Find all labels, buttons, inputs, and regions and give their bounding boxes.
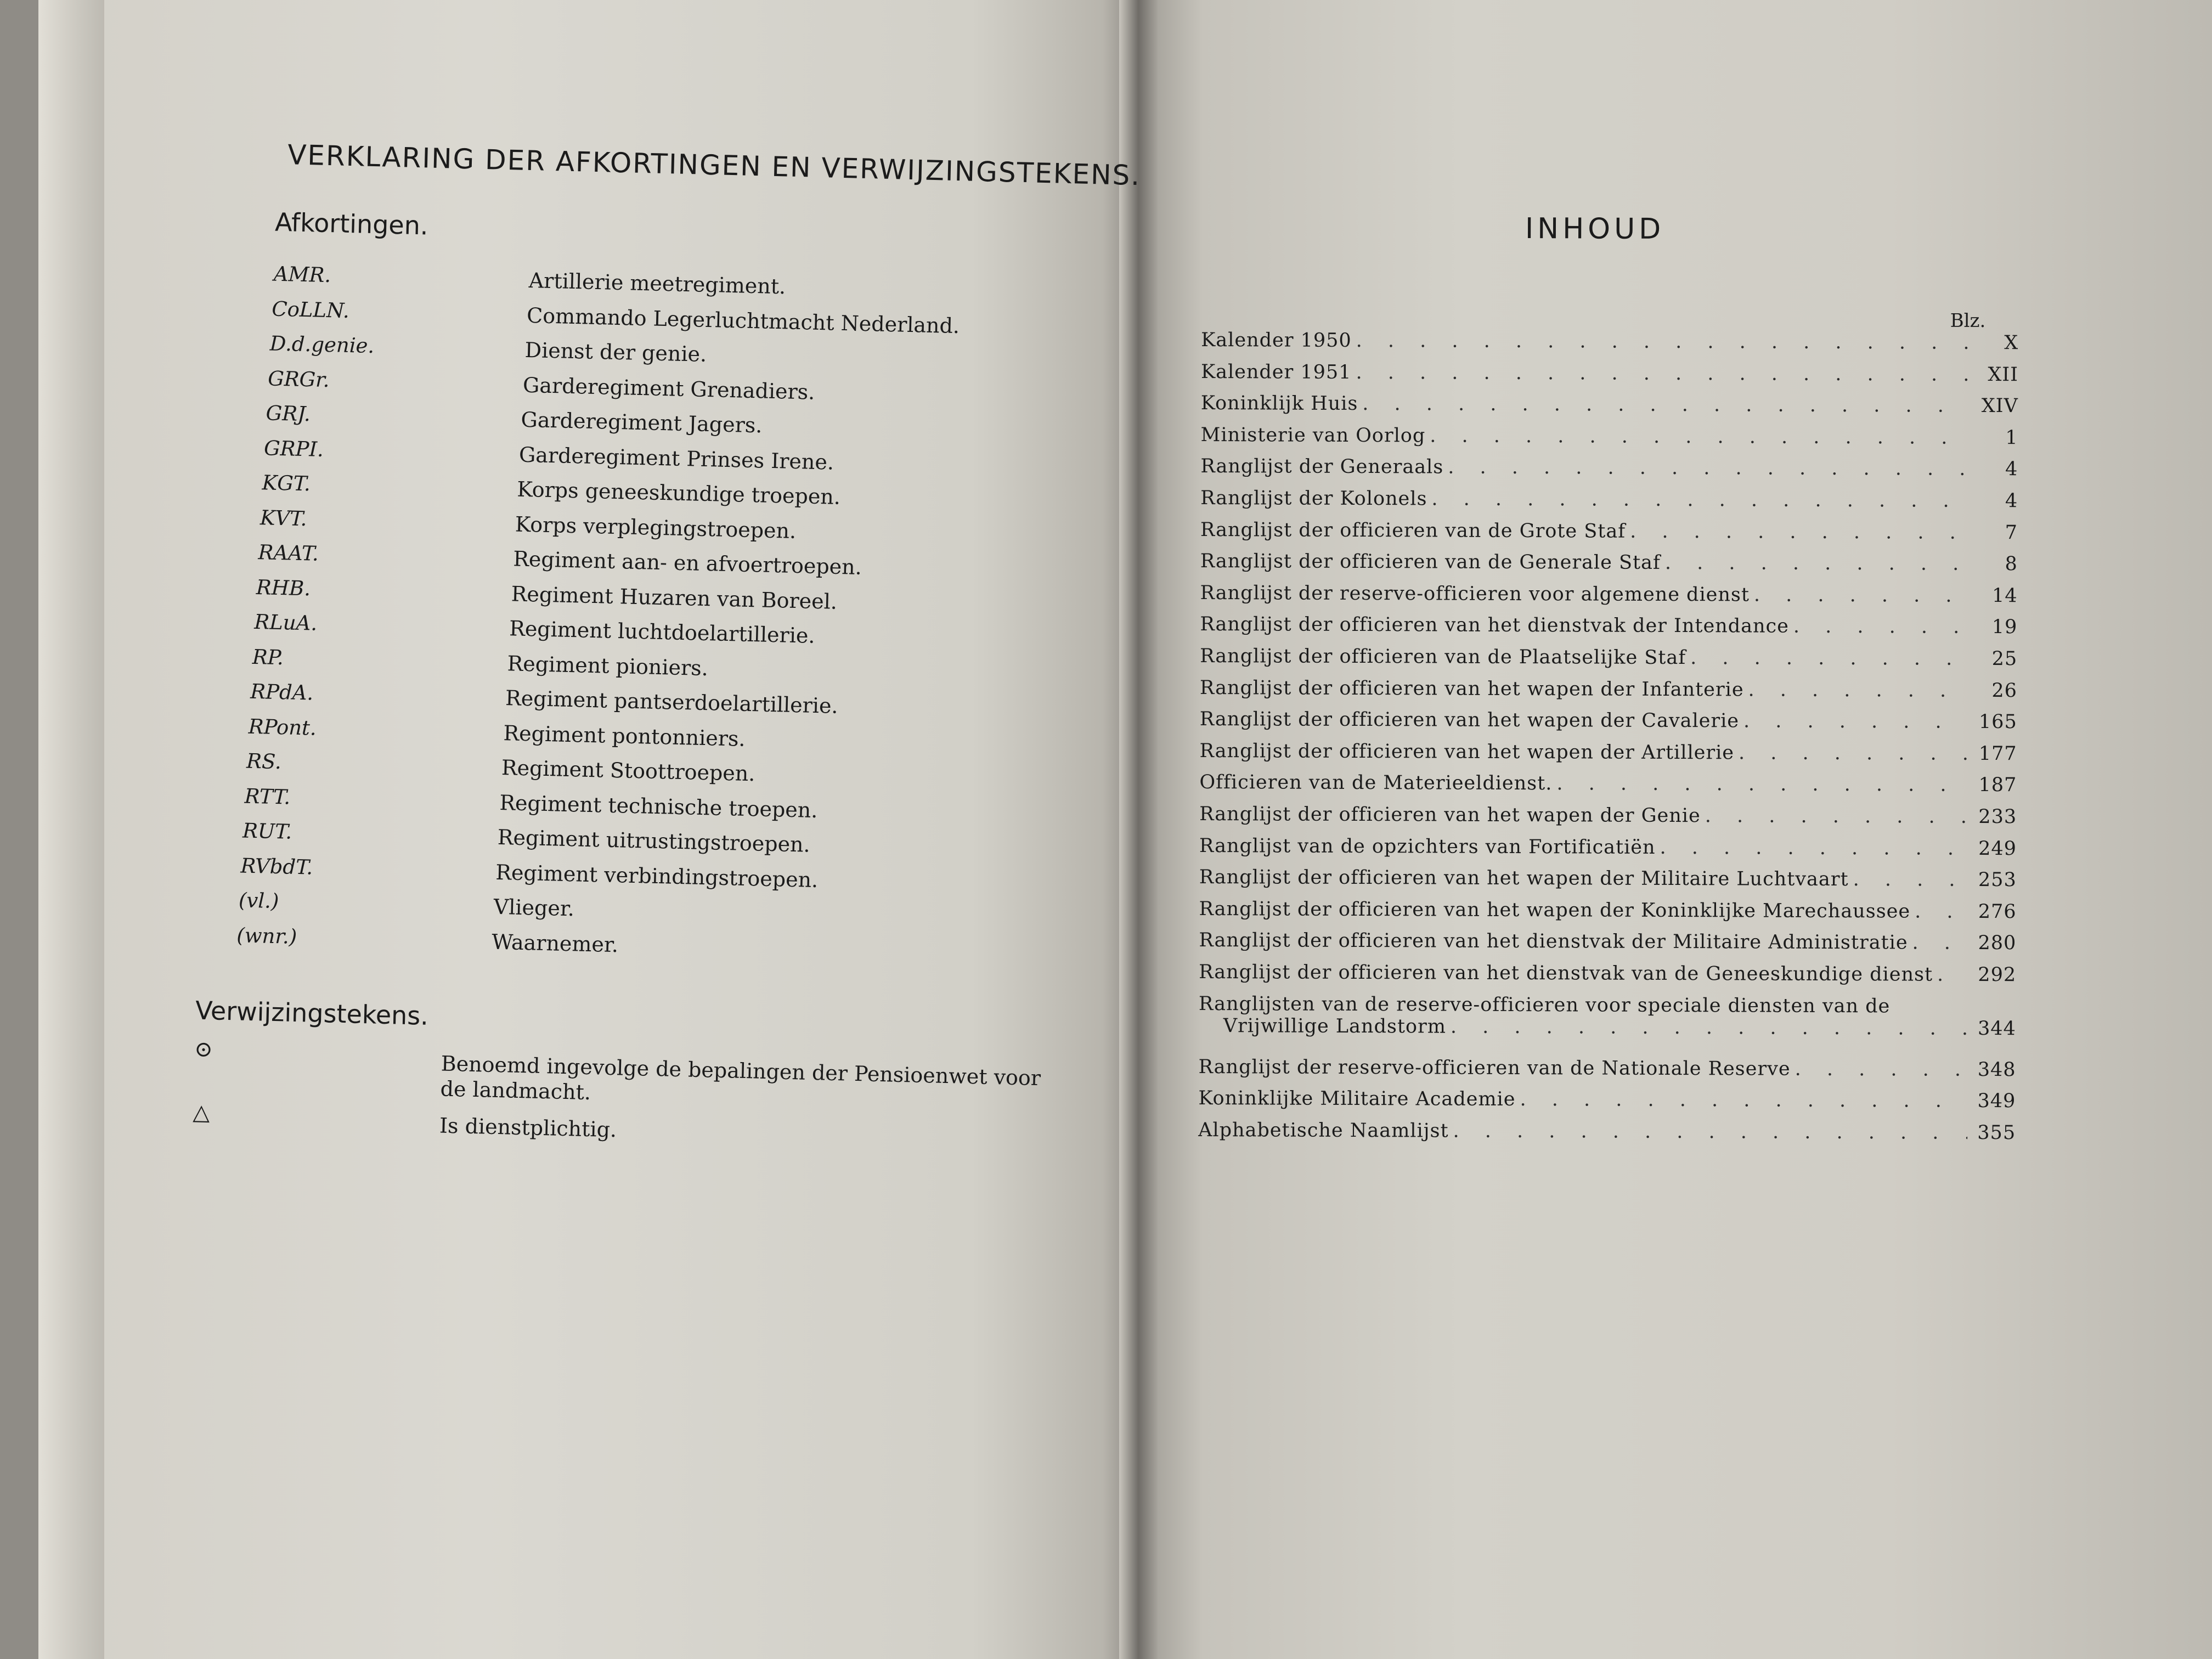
dot-leader	[1430, 425, 1970, 448]
toc-entry	[1200, 677, 2017, 710]
abbreviation-meaning: Garderegiment Grenadiers.	[522, 373, 815, 404]
toc-entry-title: Ranglijst der Kolonels	[1200, 487, 1427, 510]
toc-entry-page: 280	[1978, 932, 2017, 955]
references-heading: Verwijzingstekens.	[195, 995, 429, 1031]
toc-entry-page: 177	[1978, 742, 2017, 765]
toc-entry	[1200, 708, 2017, 742]
toc-entry-title: Ranglijst der officieren van het wapen der Militaire Luchtvaart	[1199, 866, 1849, 891]
toc-entry-title: Ranglijst der officieren van de Plaatselijke Staf	[1200, 645, 1686, 669]
toc-entry-page: X	[2004, 332, 2019, 354]
abbreviation-meaning: Regiment Huzaren van Boreel.	[511, 581, 838, 614]
toc-entry	[1199, 898, 2016, 932]
triangle-icon: △	[192, 1099, 210, 1126]
toc-entry-title: Koninklijk Huis	[1200, 392, 1358, 415]
toc-entry-title: Ranglijst der officieren van het dienstvak van de Geneeskundige dienst	[1199, 961, 1933, 986]
page-title: VERKLARING DER AFKORTINGEN EN VERWIJZINGSTEKENS.	[287, 139, 1141, 192]
abbreviation-meaning: Regiment Stoottroepen.	[501, 755, 755, 786]
abbreviation: RS.	[246, 749, 282, 774]
abbreviations-page	[190, 137, 1141, 1229]
toc-entry-title: Kalender 1950	[1201, 329, 1352, 352]
dot-leader	[1915, 900, 1968, 922]
toc-entry-title: Kalender 1951	[1200, 360, 1352, 383]
toc-entry-title: Koninklijke Militaire Academie	[1198, 1087, 1516, 1111]
abbreviation-meaning: Waarnemer.	[491, 929, 619, 957]
dot-leader	[1795, 1058, 1968, 1081]
toc-entry-page: 4	[2005, 458, 2018, 481]
toc-entry	[1200, 424, 2018, 458]
dot-leader	[1660, 837, 1968, 860]
toc-entry-title: Ranglijst der officieren van het wapen der Infanterie	[1199, 676, 1744, 701]
abbreviation: CoLLN.	[271, 297, 350, 323]
toc-entry-title: Ministerie van Oorlog	[1200, 424, 1426, 447]
abbreviation-meaning: Regiment pontonniers.	[503, 720, 746, 751]
toc-entry-title: Ranglijsten van de reserve-officieren voor speciale diensten van de	[1198, 992, 1891, 1017]
abbreviation: (vl.)	[238, 888, 279, 913]
abbreviation-meaning: Commando Legerluchtmacht Nederland.	[526, 303, 960, 338]
toc-entry-page: 355	[1977, 1121, 2016, 1144]
toc-entry-page: XII	[1988, 363, 2019, 386]
contents-title: INHOUD	[1525, 212, 1665, 246]
abbreviation-meaning: Regiment luchtdoelartillerie.	[509, 616, 816, 648]
dot-leader	[1937, 964, 1968, 986]
toc-entry-title: Officieren van de Materieeldienst.	[1199, 771, 1553, 795]
abbreviation-meaning: Regiment pantserdoelartillerie.	[505, 686, 839, 718]
contents-page	[1198, 211, 2046, 1201]
abbreviation: RPdA.	[250, 679, 314, 705]
page-stack-edge	[38, 0, 104, 1659]
toc-entry-title: Ranglijst der officieren van het dienstvak der Militaire Administratie	[1199, 929, 1908, 954]
dot-leader	[1748, 679, 1970, 701]
toc-entry-page: XIV	[1981, 395, 2018, 417]
dot-leader	[1556, 773, 1968, 797]
abbreviation: KGT.	[262, 471, 311, 496]
toc-entry-page: 25	[1991, 648, 2018, 670]
dot-leader	[1665, 552, 1970, 575]
toc-entry-page: 349	[1977, 1090, 2016, 1113]
toc-entry	[1199, 740, 2017, 774]
toc-entry-page: 292	[1978, 963, 2017, 986]
abbreviation: RP.	[252, 645, 284, 669]
abbreviation: RPont.	[248, 714, 317, 740]
abbreviation-meaning: Regiment pioniers.	[507, 651, 709, 680]
toc-entry-title: Ranglijst der officieren van het wapen der Artillerie	[1199, 740, 1735, 764]
toc-entry-title: Ranglijst der officieren van het wapen der Cavalerie	[1199, 708, 1740, 732]
toc-entry-page: 348	[1977, 1058, 2016, 1081]
dot-leader	[1431, 488, 1970, 511]
toc-entry-title: Ranglijst der Generaals	[1200, 455, 1444, 478]
dot-leader	[1690, 647, 1969, 670]
abbreviation-meaning: Vlieger.	[493, 894, 575, 921]
toc-entry-page: 187	[1978, 774, 2017, 797]
dot-leader	[1453, 1120, 1968, 1144]
dot-leader	[1912, 932, 1968, 954]
toc-entry-page: 1	[2005, 426, 2018, 449]
abbreviation: RHB.	[256, 575, 311, 600]
toc-entry-page: 7	[2005, 521, 2018, 544]
abbreviation: (wnr.)	[236, 923, 297, 949]
toc-entry-page: 344	[1977, 1017, 2016, 1040]
abbreviation-meaning: Korps geneeskundige troepen.	[516, 477, 841, 509]
abbreviation-meaning: Artillerie meetregiment.	[528, 268, 786, 299]
dot-leader	[1362, 393, 1970, 417]
toc-entry-title: Ranglijst der reserve-officieren voor algemene dienst	[1200, 582, 1750, 606]
dot-leader	[1356, 330, 1971, 354]
toc-entry	[1200, 487, 2018, 521]
abbreviation: D.d.genie.	[269, 331, 375, 358]
toc-entry	[1200, 519, 2018, 552]
abbreviation: RUT.	[242, 819, 292, 844]
toc-entry-title: Ranglijst der officieren van de Grote Staf	[1200, 518, 1626, 543]
toc-entry	[1200, 613, 2017, 647]
toc-entry	[1199, 771, 2017, 805]
toc-entry-title: Ranglijst der officieren van het wapen der Koninklijke Marechaussee	[1199, 898, 1911, 923]
toc-entry-title: Alphabetische Naamlijst	[1198, 1119, 1449, 1142]
dot-leader	[1705, 805, 1969, 828]
abbreviation-meaning: Regiment technische troepen.	[499, 790, 818, 822]
abbreviation-meaning: Regiment aan- en afvoertroepen.	[512, 546, 862, 579]
toc-entry	[1200, 645, 2017, 679]
abbreviations-heading: Afkortingen.	[274, 207, 429, 241]
toc-entry	[1199, 803, 2017, 837]
dot-leader	[1630, 520, 1970, 543]
circle-dot-icon: ⊙	[194, 1036, 213, 1063]
reference-text: Benoemd ingevolge de bepalingen der Pensioenwet voor de landmacht.	[440, 1051, 1041, 1105]
toc-entry	[1201, 392, 2018, 426]
abbreviation: RLuA.	[253, 610, 318, 635]
toc-entry-title: Ranglijst der reserve-officieren van de Nationale Reserve	[1198, 1056, 1791, 1080]
abbreviation: RVbdT.	[240, 853, 313, 879]
abbreviation-meaning: Regiment uitrustingstroepen.	[497, 825, 811, 857]
toc-entry-page: 14	[1991, 584, 2018, 607]
toc-entry-page: 19	[1991, 616, 2018, 639]
toc-entry	[1201, 329, 2018, 363]
toc-entry-page: 253	[1978, 869, 2017, 891]
toc-entry	[1199, 835, 2017, 868]
dot-leader	[1739, 742, 1969, 764]
toc-entry-title: Ranglijst der officieren van het wapen der Genie	[1199, 803, 1701, 827]
dot-leader	[1793, 616, 1970, 638]
toc-entry-page: 233	[1978, 805, 2017, 828]
toc-entry	[1199, 866, 2017, 900]
abbreviation-meaning: Dienst der genie.	[524, 337, 707, 366]
toc-entry	[1198, 1119, 2016, 1153]
toc-entry-title: Ranglijst der officieren van de Generale Staf	[1200, 550, 1661, 574]
abbreviation-meaning: Garderegiment Prinses Irene.	[518, 442, 834, 475]
abbreviation: KVT.	[259, 505, 307, 531]
toc-entry-continuation	[1199, 1015, 2016, 1040]
abbreviation: GRJ.	[266, 401, 311, 426]
toc-entry-page: 276	[1978, 900, 2017, 923]
abbreviation-meaning: Regiment verbindingstroepen.	[495, 860, 819, 892]
abbreviation-meaning: Garderegiment Jagers.	[521, 407, 763, 438]
toc-entry-title: Ranglijst van de opzichters van Fortificatiën	[1199, 834, 1656, 859]
toc-entry-title: Ranglijst der officieren van het dienstvak der Intendance	[1200, 613, 1789, 638]
toc-entry-title-cont: Vrijwillige Landstorm	[1223, 1014, 1446, 1038]
abbreviation-meaning: Korps verplegingstroepen.	[515, 512, 797, 543]
abbreviation: GRGr.	[267, 366, 330, 392]
toc-entry	[1201, 361, 2018, 394]
reference-text: Is dienstplichtig.	[439, 1113, 617, 1142]
dot-leader	[1356, 362, 1970, 386]
toc-entry-page: 8	[2005, 553, 2018, 575]
toc-entry	[1200, 550, 2018, 584]
toc-entry	[1199, 961, 2016, 995]
toc-entry	[1199, 993, 2016, 1056]
dot-leader	[1754, 584, 1970, 606]
abbreviation: RTT.	[244, 784, 291, 809]
toc-entry	[1200, 455, 2018, 489]
page-column-label: Blz.	[1950, 309, 1986, 332]
abbreviation: RAAT.	[258, 540, 319, 566]
dot-leader	[1743, 710, 1969, 733]
toc-entry	[1200, 582, 2017, 616]
toc-entry-page: 165	[1978, 711, 2017, 733]
toc-entry-page: 249	[1978, 837, 2017, 860]
dot-leader	[1520, 1088, 1967, 1112]
abbreviation: AMR.	[273, 262, 331, 287]
dot-leader	[1853, 868, 1968, 891]
toc-entry	[1198, 1087, 2016, 1121]
toc-entry	[1199, 929, 2016, 963]
toc-entry	[1198, 1056, 2016, 1090]
dot-leader	[1451, 1015, 1968, 1039]
toc-entry-page: 4	[2005, 490, 2018, 512]
dot-leader	[1448, 456, 1970, 480]
toc-entry-page: 26	[1991, 679, 2018, 702]
abbreviation: GRPI.	[263, 436, 324, 461]
